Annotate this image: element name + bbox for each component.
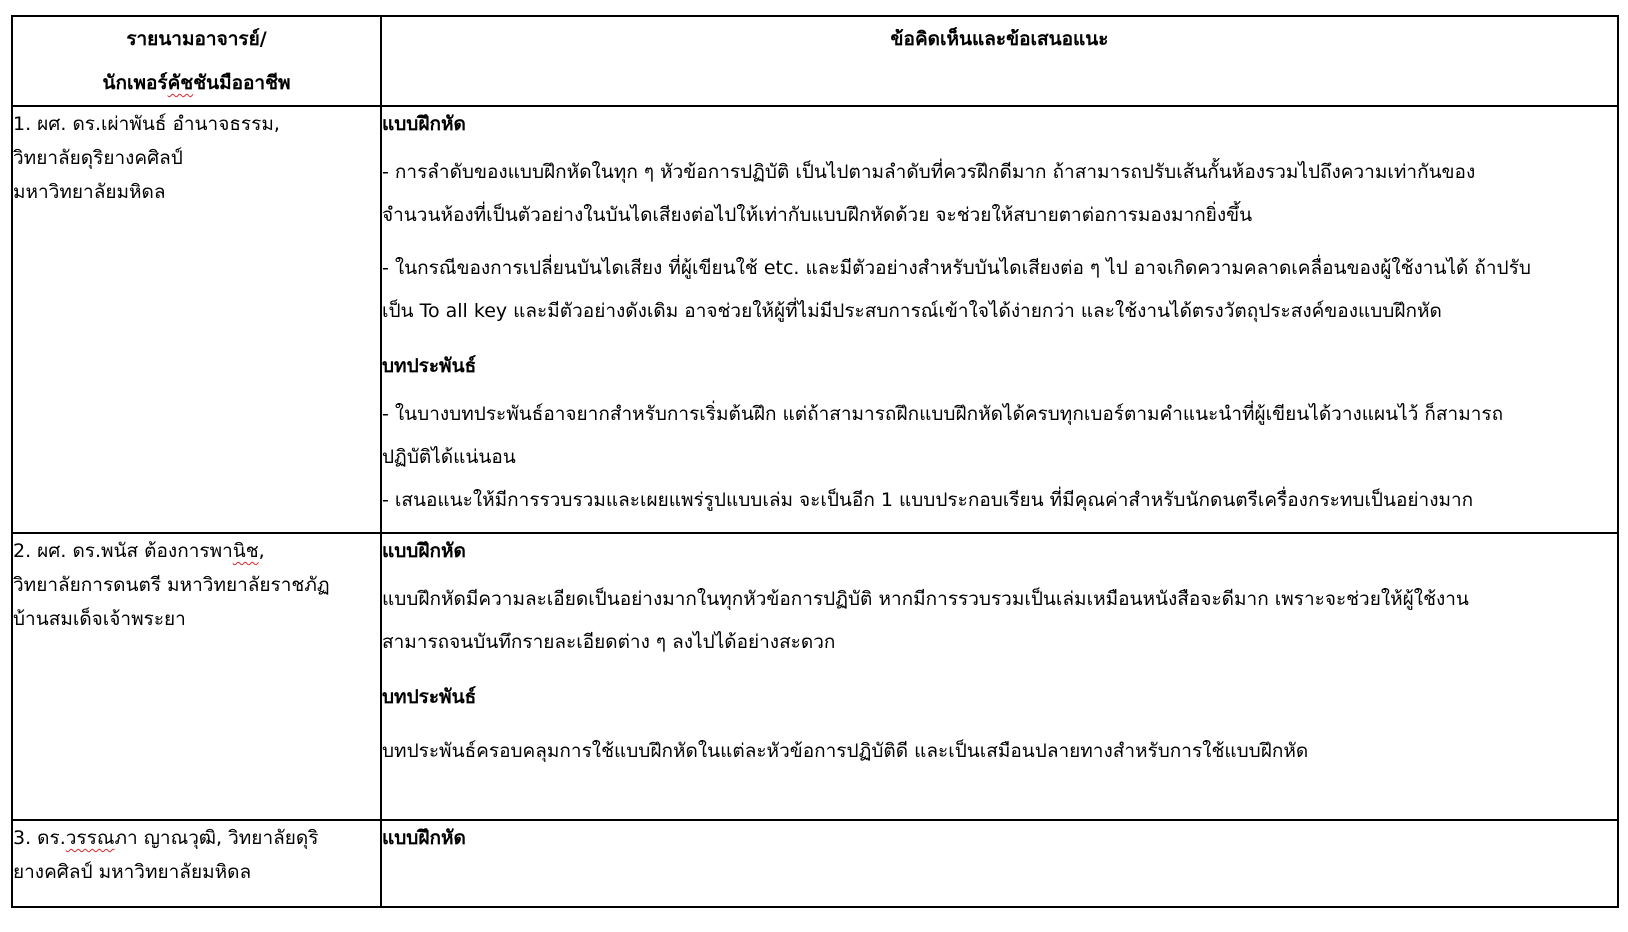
comment-line: บทประพันธ์ครอบคลุมการใช้แบบฝึกหัดในแต่ละหัวข้อการปฏิบัติดี และเป็นเสมือนปลายทางสำหรับการใช้แบบฝึกหัด xyxy=(382,740,1309,762)
reviewer-name-pre: 2. ผศ. ดร.พนัส ต้องการพา xyxy=(13,540,233,562)
reviewer-name-line: 1. ผศ. ดร.เผ่าพันธ์ อำนาจธรรม, xyxy=(13,113,280,135)
header-name-line-2 xyxy=(13,61,380,105)
etude-section-title: บทประพันธ์ xyxy=(382,355,477,377)
reviewer-name-cell xyxy=(12,106,381,533)
comment-line: ปฏิบัติได้แน่นอน xyxy=(382,446,516,468)
exercise-section-title: แบบฝึกหัด xyxy=(382,113,466,135)
comment-line: - การลำดับของแบบฝึกหัดในทุก ๆ หัวข้อการปฏิบัติ เป็นไปตามลำดับที่ควรฝึกดีมาก ถ้าสามารถปรับเส้นกั้นห้องรวมไปถึงความเท่ากันของ xyxy=(382,161,1476,183)
reviewer-name-line xyxy=(13,821,380,855)
spellcheck-underline-word: วรรณ xyxy=(65,827,115,849)
header-name-line-2-pre: นักเพอร์ xyxy=(102,72,168,94)
reviewer-affiliation-line: วิทยาลัยการดนตรี มหาวิทยาลัยราชภัฏ xyxy=(13,574,330,596)
comment-line: เป็น To all key และมีตัวอย่างดังเดิม อาจช่วยให้ผู้ที่ไม่มีประสบการณ์เข้าใจได้ง่ายกว่า และใช้งานได้ตรงวัตถุประสงค์ของแบบฝึกหัด xyxy=(382,300,1442,322)
reviewer-name-post: , xyxy=(258,540,265,562)
reviewer-name-cell xyxy=(12,820,381,907)
comment-line: แบบฝึกหัดมีความละเอียดเป็นอย่างมากในทุกหัวข้อการปฏิบัติ หากมีการรวบรวมเป็นเล่มเหมือนหนังสือจะดีมาก เพราะจะช่วยให้ผู้ใช้งาน xyxy=(382,588,1469,610)
comment-line: จำนวนห้องที่เป็นตัวอย่างในบันไดเสียงต่อไปให้เท่ากับแบบฝึกหัดด้วย จะช่วยให้สบายตาต่อการมองมากยิ่งขึ้น xyxy=(382,204,1253,226)
reviewer-name-pre: 3. ดร. xyxy=(13,827,66,849)
table-row xyxy=(12,533,1618,820)
comment-cell xyxy=(381,820,1618,907)
exercise-section-title: แบบฝึกหัด xyxy=(382,540,466,562)
comment-line: สามารถจนบันทึกรายละเอียดต่าง ๆ ลงไปได้อย่างสะดวก xyxy=(382,631,836,653)
header-comment-label: ข้อคิดเห็นและข้อเสนอแนะ xyxy=(890,28,1109,50)
header-comment-column xyxy=(381,16,1618,106)
comment-line: - ในกรณีของการเปลี่ยนบันไดเสียง ที่ผู้เขียนใช้ etc. และมีตัวอย่างสำหรับบันไดเสียงต่อ ๆ ไป อาจเกิดความคลาดเคลื่อนของผู้ใช้งานได้ ถ้าปรับ xyxy=(382,257,1531,279)
reviewer-name-cell xyxy=(12,533,381,820)
header-name-column xyxy=(12,16,381,106)
reviewer-affiliation-line: มหาวิทยาลัยมหิดล xyxy=(13,181,166,203)
reviewer-name-line xyxy=(13,534,380,568)
header-name-line-2-post: ชันมืออาชีพ xyxy=(193,72,291,94)
reviewer-affiliation-line: บ้านสมเด็จเจ้าพระยา xyxy=(13,608,186,630)
spellcheck-underline-word: นิช xyxy=(232,540,259,562)
comment-line: - ในบางบทประพันธ์อาจยากสำหรับการเริ่มต้นฝึก แต่ถ้าสามารถฝึกแบบฝึกหัดได้ครบทุกเบอร์ตามคำแนะนำที่ผู้เขียนได้วางแผนไว้ ก็สามารถ xyxy=(382,403,1504,425)
feedback-table xyxy=(11,15,1619,908)
comment-cell xyxy=(381,106,1618,533)
reviewer-name-post: ภา ญาณวุฒิ, วิทยาลัยดุริ xyxy=(114,827,319,849)
exercise-section-title: แบบฝึกหัด xyxy=(382,827,466,849)
table-row xyxy=(12,106,1618,533)
header-row xyxy=(12,16,1618,106)
comment-line: - เสนอแนะให้มีการรวบรวมและเผยแพร่รูปแบบเล่ม จะเป็นอีก 1 แบบประกอบเรียน ที่มีคุณค่าสำหรับนักดนตรีเครื่องกระทบเป็นอย่างมาก xyxy=(382,489,1474,511)
spellcheck-underline-word: คัช xyxy=(167,72,194,94)
header-name-line-1: รายนามอาจารย์/ xyxy=(126,28,267,50)
etude-section-title: บทประพันธ์ xyxy=(382,686,477,708)
table-row xyxy=(12,820,1618,907)
comment-cell xyxy=(381,533,1618,820)
reviewer-affiliation-line: ยางคศิลป์ มหาวิทยาลัยมหิดล xyxy=(13,861,252,883)
reviewer-affiliation-line: วิทยาลัยดุริยางคศิลป์ xyxy=(13,147,183,169)
